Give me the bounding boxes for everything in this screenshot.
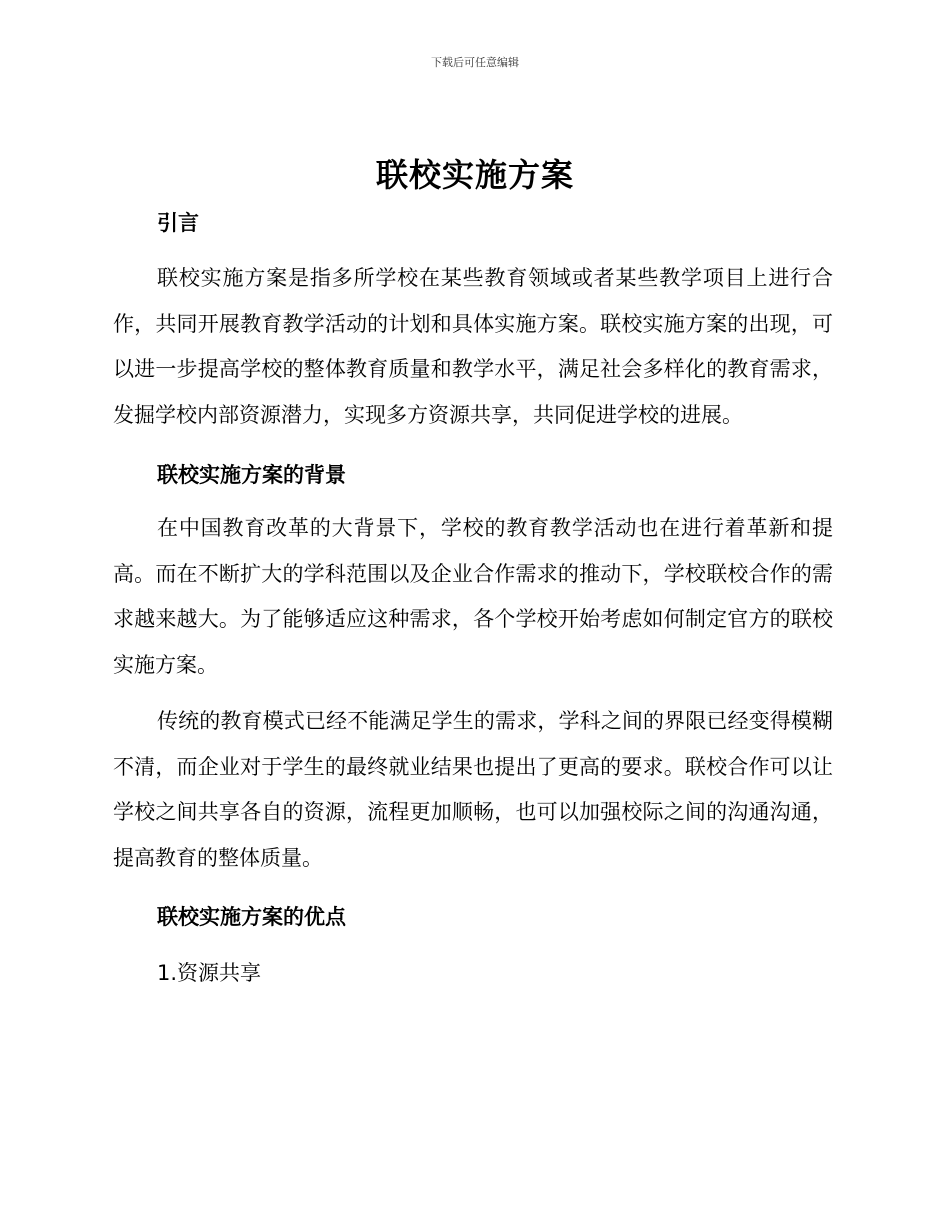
advantages-heading: 联校实施方案的优点: [157, 905, 346, 929]
header-note: 下载后可任意编辑: [431, 56, 519, 69]
background-paragraph-1: 在中国教育改革的大背景下，学校的教育教学活动也在进行着革新和提高。而在不断扩大的学科范围以及企业合作需求的推动下，学校联校合作的需求越来越大。为了能够适应这种需求，各个学校开始考虑如何制定官方的联校实施方案。: [113, 516, 833, 677]
document-title: 联校实施方案: [375, 156, 574, 194]
intro-heading: 引言: [157, 211, 199, 235]
intro-paragraph: 联校实施方案是指多所学校在某些教育领域或者某些教学项目上进行合作，共同开展教育教学活动的计划和具体实施方案。联校实施方案的出现，可以进一步提高学校的整体教育质量和教学水平，满足社会多样化的教育需求，发掘学校内部资源潜力，实现多方资源共享，共同促进学校的进展。: [113, 266, 833, 427]
background-heading: 联校实施方案的背景: [157, 463, 346, 487]
background-paragraph-2: 传统的教育模式已经不能满足学生的需求，学科之间的界限已经变得模糊不清，而企业对于学生的最终就业结果也提出了更高的要求。联校合作可以让学校之间共享各自的资源，流程更加顺畅，也可以加强校际之间的沟通沟通，提高教育的整体质量。: [113, 709, 833, 870]
advantage-item: 1.资源共享: [157, 961, 262, 985]
